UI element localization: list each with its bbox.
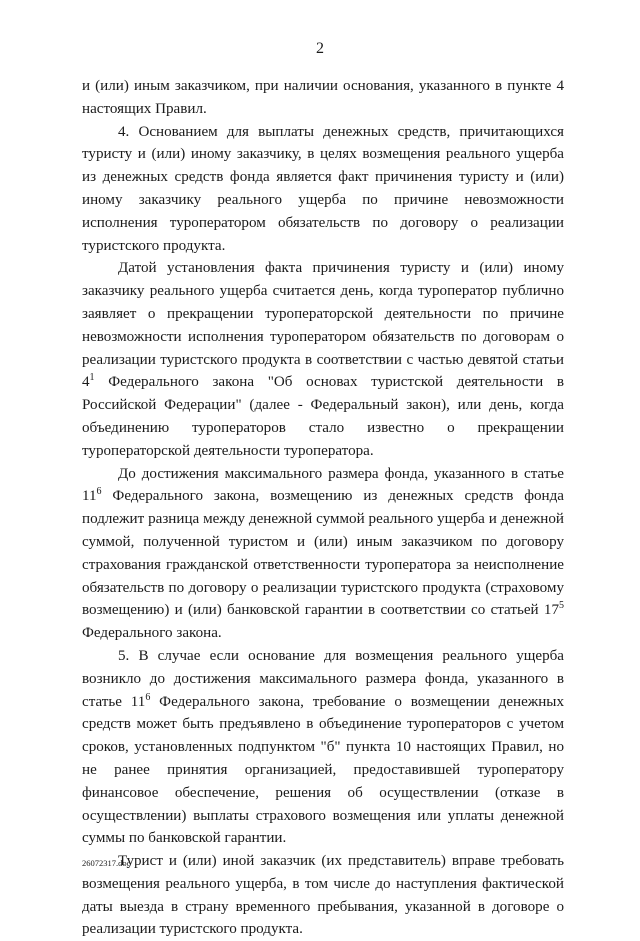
superscript: 5 [559,600,564,612]
paragraph-text: Федерального закона. [82,625,222,642]
paragraph-text: Датой установления факта причинения туристу и (или) иному заказчику реального ущерба считается день, когда туроператор публично заявляет о прекращении туроператорской деятельности по причине невозможности исполнения туроператором обязательств по договорам о реализации туристского продукта в соответствии с частью девятой статьи 4 [82,260,564,391]
footer-filename: 26072317.doc [82,858,131,868]
paragraph-tourist-right: Турист и (или) иной заказчик (их представитель) вправе требовать возмещения реального ущерба, в том числе до наступления фактической даты выезда в страну временного пребывания, указанной в договоре о реализации туристского продукта. [82,853,564,938]
superscript: 6 [145,691,151,703]
paragraph-4: 4. Основанием для выплаты денежных средств, причитающихся туристу и (или) иному заказчику, в целях возмещения реального ущерба из денежных средств фонда является факт причинения туристу и (или) иному заказчику реального ущерба по причине невозможности исполнения туроператором обязательств по договору о реализации туристского продукта. [82,123,564,254]
paragraph-text: До достижения максимального размера фонда, указанного в статье 11 [82,465,564,505]
page-number: 2 [316,40,324,57]
paragraph-5 [82,645,564,850]
paragraph-text: Федерального закона "Об основах туристской деятельности в Российской Федерации" (далее - Федеральный закон), или день, когда объединению туроператоров стало известно о прекращении туроператорской деятельности туроператора. [82,374,564,459]
paragraph-text: Федерального закона, возмещению из денежных средств фонда подлежит разница между денежной суммой реального ущерба и денежной суммой, полученной туристом и (или) иным заказчиком по договору страхования гражданской ответственности туроператора за неисполнение обязательств по договору о реализации туристского продукта (страховому возмещению) и (или) банковской гарантии в соответствии со статьей 17 [82,488,564,619]
superscript: 1 [89,372,95,384]
paragraph-max-fund [82,463,564,645]
document-body [82,75,564,941]
superscript: 6 [96,486,102,498]
paragraph-text: 5. В случае если основание для возмещения реального ущерба возникло до достижения максимального размера фонда, указанного в статье 11 [82,647,564,710]
paragraph-continuation: и (или) иным заказчиком, при наличии основания, указанного в пункте 4 настоящих Правил. [82,78,564,117]
paragraph-text: Федерального закона, требование о возмещении денежных средств может быть предъявлено в объединение туроператоров с учетом сроков, установленных подпунктом "б" пункта 10 настоящих Правил, но не ранее принятия организацией, предоставившей туроператору финансовое обеспечение, решения об осуществлении (отказе в осуществлении) выплаты страхового возмещения или уплаты денежной суммы по банковской гарантии. [82,693,564,847]
paragraph-damage-date [82,257,564,462]
